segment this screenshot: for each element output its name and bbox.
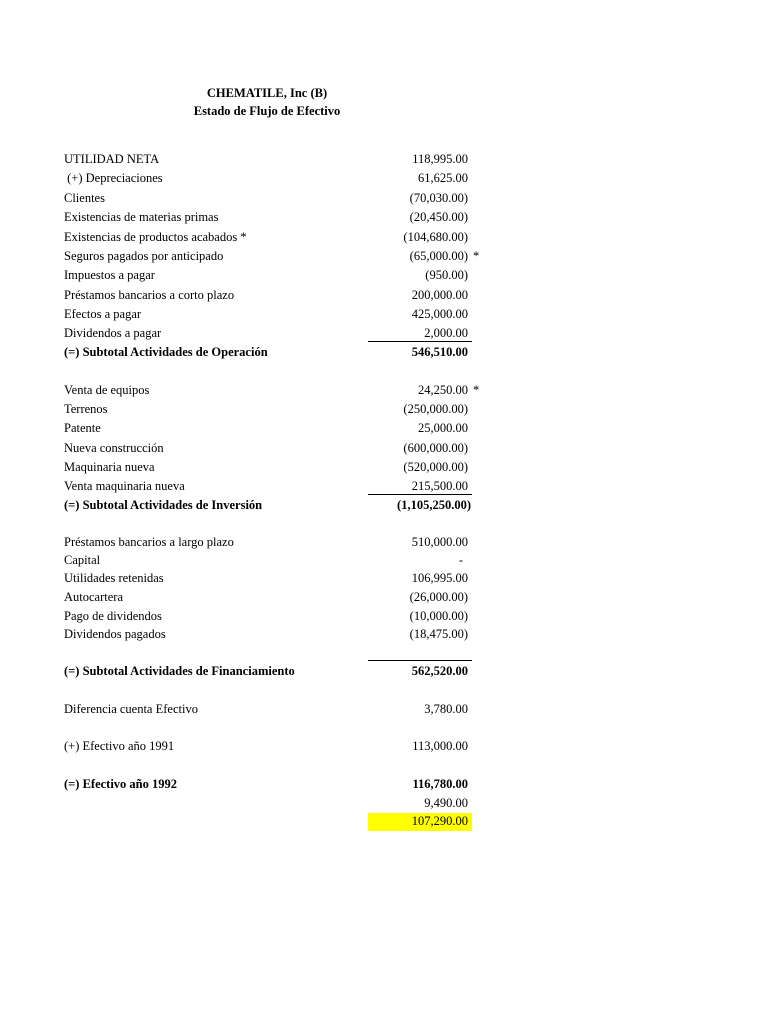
row-label: Dividendos a pagar xyxy=(64,326,162,340)
row-value: - xyxy=(458,553,463,567)
row-label: Existencias de productos acabados * xyxy=(64,230,247,244)
subtotal-label: (=) Subtotal Actividades de Financiamiento xyxy=(64,664,295,678)
row-label: Diferencia cuenta Efectivo xyxy=(64,702,198,716)
subtotal-rule xyxy=(368,494,472,495)
row-value: (250,000.00) xyxy=(403,402,468,416)
list-item xyxy=(0,571,768,590)
company-title: CHEMATILE, Inc (B) xyxy=(206,86,328,100)
list-item xyxy=(0,288,768,307)
row-label: (+) Depreciaciones xyxy=(64,171,163,185)
row-label: Clientes xyxy=(64,191,105,205)
list-item xyxy=(0,383,768,402)
row-label: UTILIDAD NETA xyxy=(64,152,160,166)
row-value: (20,450.00) xyxy=(409,210,468,224)
row-label: Nueva construcción xyxy=(64,441,164,455)
row-label: Pago de dividendos xyxy=(64,609,162,623)
subtotal-value: (1,105,250.00) xyxy=(397,498,471,512)
subtotal-row xyxy=(0,498,768,517)
row-value: 24,250.00 xyxy=(418,383,468,397)
row-label: Dividendos pagados xyxy=(64,627,166,641)
list-item xyxy=(0,479,768,498)
list-item xyxy=(0,268,768,287)
highlighted-value: 107,290.00 xyxy=(411,814,468,828)
list-item xyxy=(0,421,768,440)
subtotal-row xyxy=(0,664,768,683)
list-item xyxy=(0,191,768,210)
row-value: 215,500.00 xyxy=(411,479,468,493)
row-value: 25,000.00 xyxy=(418,421,468,435)
list-item xyxy=(0,402,768,421)
list-item xyxy=(0,590,768,609)
row-label: Efectos a pagar xyxy=(64,307,142,321)
list-item xyxy=(0,627,768,646)
total-value: 116,780.00 xyxy=(412,777,468,791)
subtotal-value: 546,510.00 xyxy=(411,345,468,359)
row-value: (65,000.00) xyxy=(409,249,468,263)
row-label: Terrenos xyxy=(64,402,108,416)
statement-title: Estado de Flujo de Efectivo xyxy=(193,104,341,118)
list-item xyxy=(0,460,768,479)
list-item xyxy=(0,326,768,345)
row-value: 61,625.00 xyxy=(418,171,468,185)
list-item xyxy=(0,152,768,171)
row-label: (+) Efectivo año 1991 xyxy=(64,739,175,753)
row-value: 425,000.00 xyxy=(411,307,468,321)
row-label: Venta de equipos xyxy=(64,383,150,397)
row-value: (18,475.00) xyxy=(409,627,468,641)
row-label: Impuestos a pagar xyxy=(64,268,155,282)
asterisk-mark: * xyxy=(473,249,480,263)
row-value: (950.00) xyxy=(425,268,468,282)
list-item xyxy=(0,171,768,190)
extra-value: 9,490.00 xyxy=(424,796,468,810)
subtotal-rule xyxy=(368,660,472,661)
list-item xyxy=(0,609,768,628)
row-value: (70,030.00) xyxy=(409,191,468,205)
subtotal-label: (=) Subtotal Actividades de Inversión xyxy=(64,498,263,512)
subtotal-value: 562,520.00 xyxy=(411,664,468,678)
row-label: Existencias de materias primas xyxy=(64,210,219,224)
row-label: Patente xyxy=(64,421,101,435)
row-value: 118,995.00 xyxy=(412,152,468,166)
row-value: (10,000.00) xyxy=(409,609,468,623)
list-item xyxy=(0,739,768,758)
list-item xyxy=(0,230,768,249)
row-value: 200,000.00 xyxy=(411,288,468,302)
row-label: Préstamos bancarios a corto plazo xyxy=(64,288,235,302)
list-item xyxy=(0,702,768,721)
row-value: 3,780.00 xyxy=(424,702,468,716)
subtotal-label: (=) Subtotal Actividades de Operación xyxy=(64,345,268,359)
row-label: Préstamos bancarios a largo plazo xyxy=(64,535,234,549)
list-item xyxy=(0,814,768,833)
subtotal-row xyxy=(0,345,768,364)
row-value: (600,000.00) xyxy=(403,441,468,455)
row-label: Autocartera xyxy=(64,590,123,604)
row-value: 106,995.00 xyxy=(411,571,468,585)
list-item xyxy=(0,249,768,268)
row-label: Maquinaria nueva xyxy=(64,460,155,474)
row-label: Seguros pagados por anticipado xyxy=(64,249,224,263)
row-value: (26,000.00) xyxy=(409,590,468,604)
row-value: 2,000.00 xyxy=(424,326,468,340)
row-value: (104,680.00) xyxy=(403,230,468,244)
total-row xyxy=(0,777,768,796)
row-label: Capital xyxy=(64,553,101,567)
row-label: Venta maquinaria nueva xyxy=(64,479,185,493)
row-label: Utilidades retenidas xyxy=(64,571,164,585)
list-item xyxy=(0,210,768,229)
list-item xyxy=(0,441,768,460)
subtotal-rule xyxy=(368,341,472,342)
row-value: (520,000.00) xyxy=(403,460,468,474)
list-item xyxy=(0,535,768,554)
row-value: 510,000.00 xyxy=(411,535,468,549)
asterisk-mark: * xyxy=(473,383,480,397)
list-item xyxy=(0,553,768,572)
list-item xyxy=(0,307,768,326)
row-value: 113,000.00 xyxy=(412,739,468,753)
total-label: (=) Efectivo año 1992 xyxy=(64,777,178,791)
